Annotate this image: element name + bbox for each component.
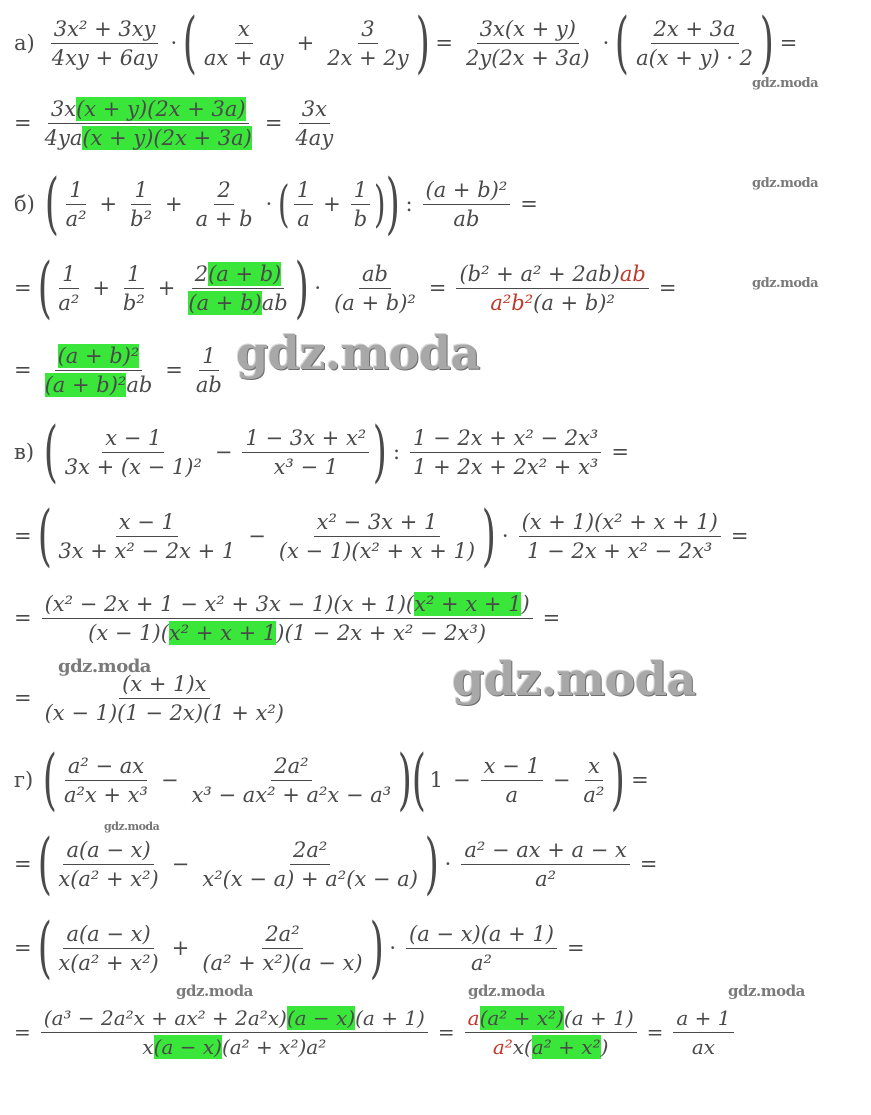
fraction: $\frac{x - 1}{\text{3x + (x − 1)²}}$: [64, 425, 202, 479]
fraction: $\frac{\text{3x² + 3xy}}{4xy + 6ay}$: [51, 16, 158, 70]
highlight: (x + y)(2x + 3a): [82, 125, 252, 150]
highlight: (a + b): [208, 261, 282, 286]
watermark: gdz.moda: [752, 276, 819, 291]
problem-g-line-2: = ( $\frac{a(a - x)}{\text{x(a² + x²)}}$ − $\frac{\text{2a²}}{\text{x²(x − a) + a²(x − a)}}$ ) · $\frac{\text{a² − ax + a − x}}{\text{a²}}$ =: [14, 825, 658, 902]
fraction: $\frac{a(a - x)}{\text{x(a² + x²)}}$: [58, 837, 159, 891]
fraction: $\frac{\text{2a²}}{\text{(a² + x²)(a − x)}}$: [202, 921, 363, 975]
watermark: gdz.moda: [104, 820, 160, 833]
fraction: $\frac{x - 1}{\text{3x + x² − 2x + 1}}$: [58, 509, 236, 563]
watermark: gdz.moda: [752, 76, 819, 91]
highlight: (a + b): [188, 290, 262, 315]
fraction: $\frac{1}{\text{b²}}$: [130, 177, 153, 231]
highlight: (a − x): [286, 1005, 356, 1030]
fraction: $\frac{3x(x + y)}{2y(2x + 3a)}$: [465, 16, 590, 70]
fraction: $\frac{\text{a(a² + x²)(a + 1)}}{\text{a²x(a² + x²)}}$: [465, 1004, 637, 1061]
problem-b-line-3: = $\frac{\text{(a + b)²}}{\text{(a + b)²ab}}$ = $\frac{1}{ab}$: [14, 334, 229, 406]
fraction: $\frac{\text{(a + b)²}}{ab}$: [423, 176, 511, 233]
problem-g-line-1: г) ( $\frac{\text{a² − ax}}{\text{a²x + x³}}$ − $\frac{\text{2a²}}{\text{x³ − ax² + a²x − a³}}$ ) ( 1 − $\frac{x - 1}{a}$ − $\frac{x}{\text{a²}}$ ) =: [14, 741, 649, 818]
watermark: gdz.moda: [752, 176, 819, 191]
problem-v-line-1: в) ( $\frac{x - 1}{\text{3x + (x − 1)²}}$ − $\frac{\text{1 − 3x + x²}}{\text{x³ − 1}}$ ) : $\frac{\text{1 − 2x + x² − 2x³}}{\text{1 + 2x + 2x² + x³}}$ =: [14, 413, 629, 490]
fraction: $\frac{x}{\text{a²}}$: [583, 753, 605, 807]
highlight: (a + b)²: [44, 372, 127, 397]
fraction: $\frac{\text{1 − 3x + x²}}{\text{x³ − 1}}$: [242, 424, 369, 481]
highlight: (a − x): [153, 1034, 222, 1059]
fraction: $\frac{1}{ab}$: [195, 343, 222, 397]
watermark: gdz.moda: [236, 326, 480, 380]
fraction: $\frac{3}{2x + 2y}$: [327, 16, 409, 70]
cancelled-factor: ab: [619, 261, 646, 286]
problem-g-line-4: = $\frac{\text{(a³ − 2a²x + ax² + 2a²x)(a − x)(a + 1)}}{\text{x(a − x)(a² + x²)a²}}$ = $\frac{\text{a(a² + x²)(a + 1)}}{\text{a²x(a² + x²)}}$ = $\frac{a + 1}{ax}$: [14, 994, 738, 1070]
fraction: $\frac{\text{2a²}}{\text{x²(x − a) + a²(x − a)}}$: [202, 837, 418, 891]
highlight: a² + x²: [531, 1034, 601, 1059]
fraction: $\frac{3x}{4ay}$: [295, 96, 334, 150]
problem-a-line-2: = $\frac{3x(x + y)(2x + 3a)}{4ya(x + y)(2x + 3a)}$ = $\frac{3x}{4ay}$: [14, 88, 340, 158]
fraction: $\frac{(a - x)(a + 1)}{\text{a²}}$: [406, 920, 557, 977]
cancelled-factor: a²: [492, 1034, 513, 1059]
highlight: x² + x + 1: [168, 620, 277, 645]
fraction: $\frac{\text{1 − 2x + x² − 2x³}}{\text{1 + 2x + 2x² + x³}}$: [410, 424, 601, 481]
fraction: $\frac{2}{a + b}$: [195, 177, 253, 231]
fraction: $\frac{\text{x² − 3x + 1}}{\text{(x − 1)(x² + x + 1)}}$: [278, 509, 476, 563]
fraction: $\frac{a + 1}{ax}$: [673, 1004, 733, 1061]
problem-a-line-1: а) $\frac{\text{3x² + 3xy}}{4xy + 6ay}$ · ( $\frac{x}{ax + ay}$ + $\frac{3}{2x + 2y}$ ) = $\frac{3x(x + y)}{2y(2x + 3a)}$ · ( $\frac{2x + 3a}{a(x + y) \cdot 2}$ ) =: [14, 4, 798, 81]
watermark: gdz.moda: [176, 982, 253, 1000]
fraction: $\frac{x - 1}{a}$: [481, 752, 543, 809]
fraction: $\frac{1}{a}$: [294, 176, 313, 233]
watermark: gdz.moda: [728, 982, 805, 1000]
label-g: г): [14, 768, 34, 792]
cancelled-factor: a: [467, 1005, 480, 1030]
problem-v-line-2: = ( $\frac{x - 1}{\text{3x + x² − 2x + 1}}$ − $\frac{\text{x² − 3x + 1}}{\text{(x − 1)(x² + x + 1)}}$ ) · $\frac{\text{(x + 1)(x² + x + 1)}}{\text{1 − 2x + x² − 2x³}}$ =: [14, 497, 749, 574]
fraction: $\frac{2x + 3a}{a(x + y) \cdot 2}$: [636, 16, 754, 70]
label-a: а): [14, 31, 35, 55]
fraction: $\frac{\text{(b² + a² + 2ab)ab}}{\text{a²b²(a + b)²}}$: [456, 260, 648, 317]
watermark: gdz.moda: [468, 982, 545, 1000]
highlight: x² + x + 1: [414, 591, 522, 616]
fraction: $\frac{1}{\text{a²}}$: [58, 261, 80, 315]
cancelled-factor: a²b²: [490, 290, 534, 315]
problem-g-line-3: = ( $\frac{a(a - x)}{\text{x(a² + x²)}}$ + $\frac{\text{2a²}}{\text{(a² + x²)(a − x)}}$ ) · $\frac{(a - x)(a + 1)}{\text{a²}}$ =: [14, 909, 585, 986]
watermark: gdz.moda: [58, 656, 151, 677]
fraction: $\frac{x}{ax + ay}$: [203, 16, 284, 70]
fraction: $\frac{\text{2a²}}{\text{x³ − ax² + a²x − a³}}$: [191, 753, 392, 807]
problem-b-line-2: = ( $\frac{1}{\text{a²}}$ + $\frac{1}{\text{b²}}$ + $\frac{2(a + b)}{(a + b)ab}$ ) · $\frac{ab}{\text{(a + b)²}}$ = $\frac{\text{(b² + a² + 2ab)ab}}{\text{a²b²(a + b)²}}$ =: [14, 249, 677, 326]
fraction: $\frac{1}{\text{a²}}$: [65, 177, 87, 231]
problem-v-line-3: = $\frac{\text{(x² − 2x + 1 − x² + 3x − 1)(x + 1)(x² + x + 1)}}{\text{(x − 1)(x² + x + 1)(1 − 2x + x² − 2x³)}}$ =: [14, 591, 561, 645]
fraction: $\frac{\text{(x² − 2x + 1 − x² + 3x − 1)(x + 1)(x² + x + 1)}}{\text{(x − 1)(x² + x + 1)(1 − 2x + x² − 2x³)}}$: [42, 590, 533, 647]
fraction: $\frac{1}{\text{b²}}$: [122, 261, 145, 315]
highlight: (a + b)²: [57, 343, 140, 368]
fraction: $\frac{a(a - x)}{\text{x(a² + x²)}}$: [58, 921, 159, 975]
label-b: б): [14, 192, 35, 216]
fraction: $\frac{1}{b}$: [351, 176, 370, 233]
fraction: $\frac{\text{(a + b)²}}{\text{(a + b)²ab}}$: [44, 343, 153, 397]
highlight: (a² + x²): [479, 1005, 564, 1030]
fraction: $\frac{ab}{\text{(a + b)²}}$: [334, 261, 416, 315]
watermark: gdz.moda: [452, 652, 696, 706]
fraction: $\frac{\text{a² − ax}}{\text{a²x + x³}}$: [63, 753, 148, 807]
fraction: $\frac{\text{(a³ − 2a²x + ax² + 2a²x)(a − x)(a + 1)}}{\text{x(a − x)(a² + x²)a²}}$: [41, 1004, 428, 1061]
fraction: $\frac{(x + 1)x}{\text{(x − 1)(1 − 2x)(1 + x²)}}$: [44, 671, 284, 725]
fraction: $\frac{2(a + b)}{(a + b)ab}$: [188, 261, 288, 315]
fraction: $\frac{3x(x + y)(2x + 3a)}{4ya(x + y)(2x + 3a)}$: [44, 96, 252, 150]
fraction: $\frac{\text{(x + 1)(x² + x + 1)}}{\text{1 − 2x + x² − 2x³}}$: [519, 508, 721, 565]
problem-b-line-1: б) ( $\frac{1}{\text{a²}}$ + $\frac{1}{\text{b²}}$ + $\frac{2}{a + b}$ · ( $\frac{1}{a}$ + $\frac{1}{b}$ ) ) : $\frac{\text{(a + b)²}}{ab}$ =: [14, 165, 538, 242]
fraction: $\frac{\text{a² − ax + a − x}}{\text{a²}}$: [461, 836, 630, 893]
problem-v-line-4: = $\frac{(x + 1)x}{\text{(x − 1)(1 − 2x)(1 + x²)}}$: [14, 662, 291, 734]
highlight: (x + y)(2x + 3a): [76, 96, 246, 121]
label-v: в): [14, 440, 35, 464]
